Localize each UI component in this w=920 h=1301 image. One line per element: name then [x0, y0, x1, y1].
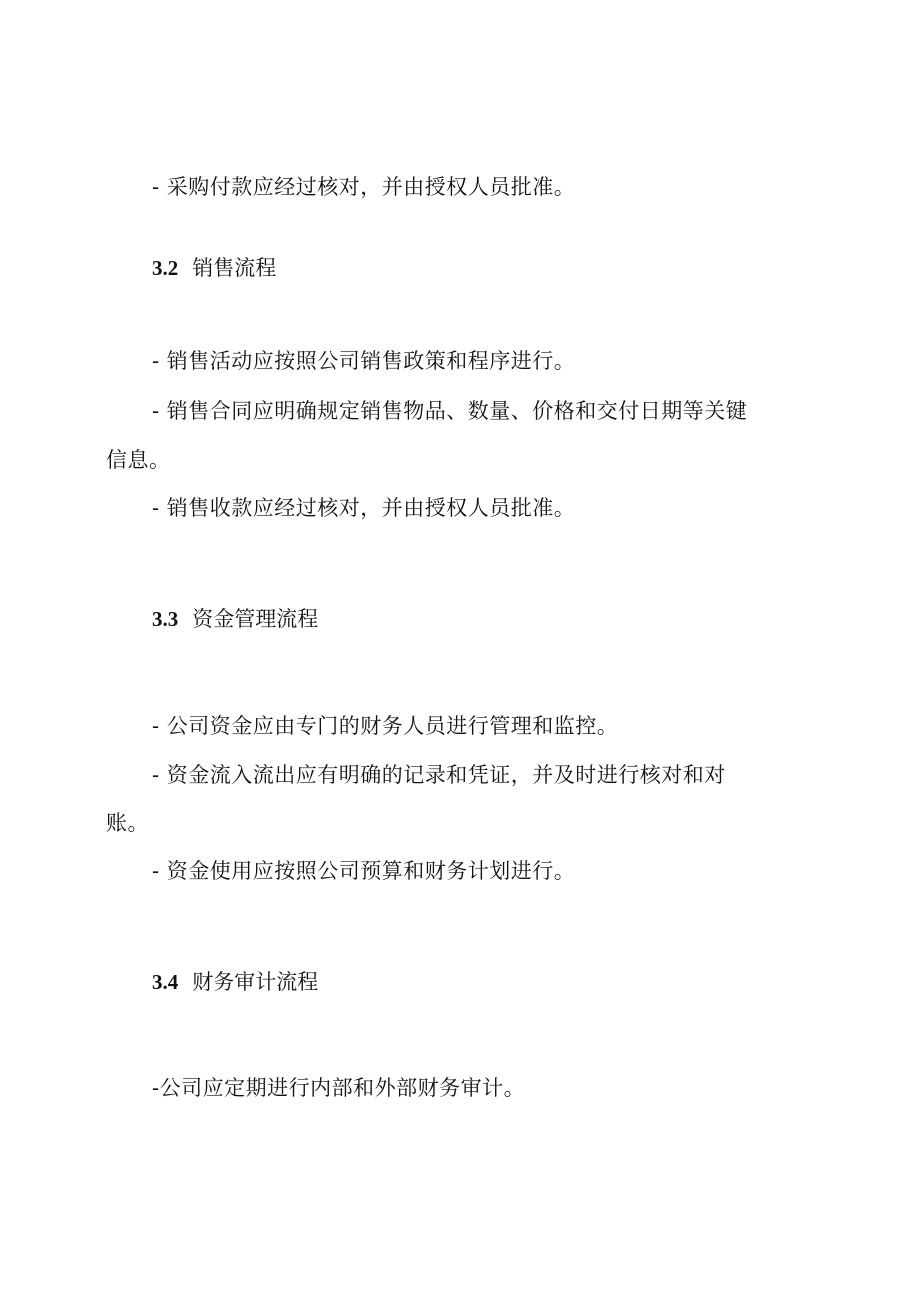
- paragraph-purchase-payment: - 采购付款应经过核对，并由授权人员批准。: [152, 175, 576, 199]
- section-title: 资金管理流程: [192, 607, 319, 631]
- paragraph-sales-collection: - 销售收款应经过核对，并由授权人员批准。: [152, 496, 576, 520]
- section-title: 销售流程: [192, 256, 277, 280]
- paragraph-fund-usage: - 资金使用应按照公司预算和财务计划进行。: [152, 859, 576, 883]
- section-heading-3-3: [152, 604, 318, 634]
- paragraph-sales-contract: - 销售合同应明确规定销售物品、数量、价格和交付日期等关键: [152, 399, 748, 423]
- paragraph-audit: -公司应定期进行内部和外部财务审计。: [152, 1076, 526, 1100]
- section-heading-3-2: [152, 253, 276, 283]
- paragraph-fund-flow-cont: 账。: [106, 811, 149, 835]
- paragraph-fund-management: - 公司资金应由专门的财务人员进行管理和监控。: [152, 714, 619, 738]
- paragraph-sales-activity: - 销售活动应按照公司销售政策和程序进行。: [152, 349, 576, 373]
- section-heading-3-4: [152, 967, 318, 997]
- section-title: 财务审计流程: [192, 970, 319, 994]
- paragraph-fund-flow: - 资金流入流出应有明确的记录和凭证，并及时进行核对和对: [152, 763, 726, 787]
- paragraph-sales-contract-cont: 信息。: [106, 448, 171, 472]
- section-number: 3.3: [152, 607, 179, 631]
- section-number: 3.2: [152, 256, 179, 280]
- section-number: 3.4: [152, 970, 179, 994]
